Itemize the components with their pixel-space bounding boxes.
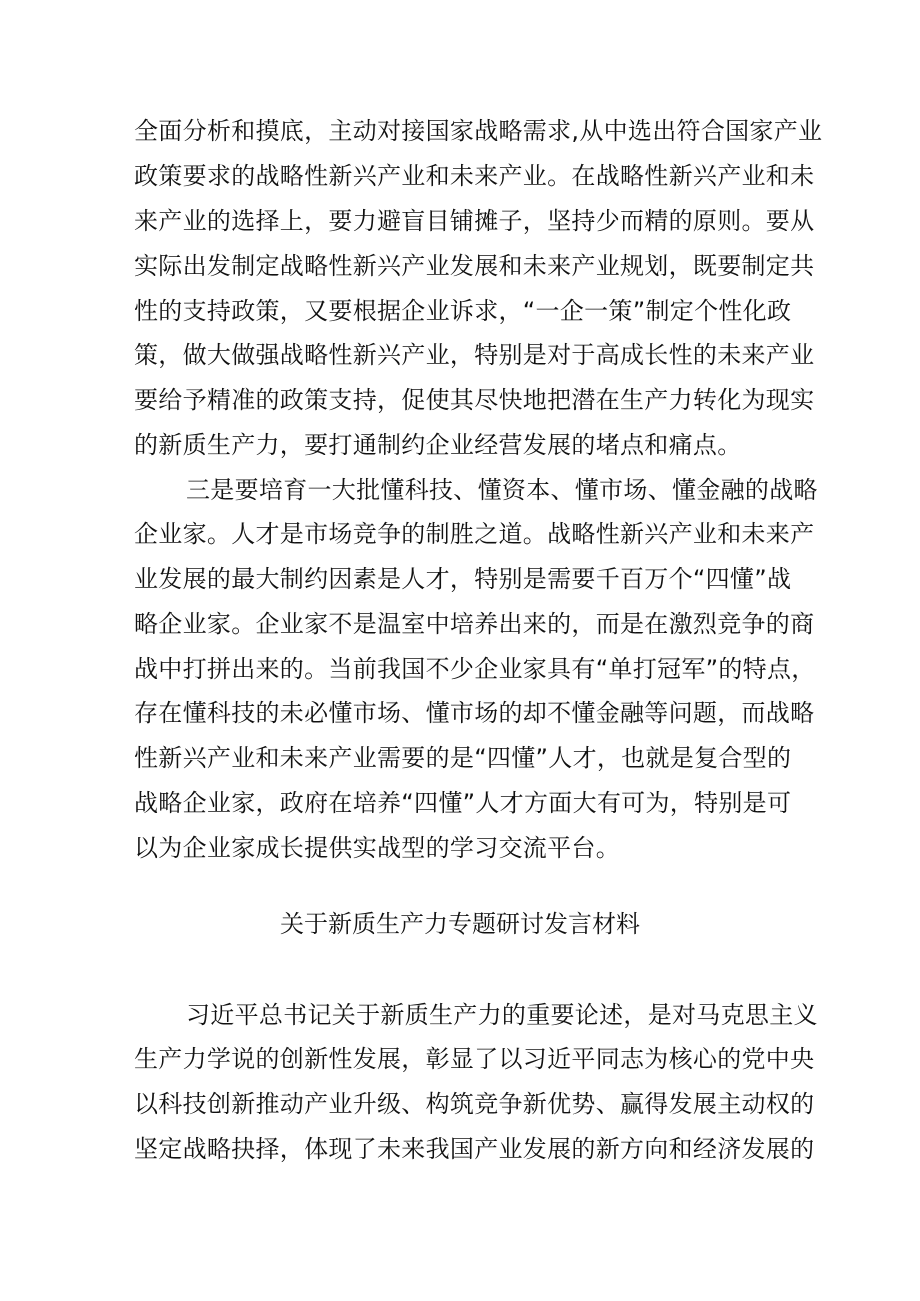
text-line: 战略企业家，政府在培养“四懂”人才方面大有可为，特别是可 — [134, 789, 792, 817]
text-line: 的新质生产力，要打通制约企业经营发展的堵点和痛点。 — [134, 431, 742, 459]
text-line: 策，做大做强战略性新兴产业，特别是对于高成长性的未来产业 — [134, 341, 815, 369]
text-line: 性的支持政策，又要根据企业诉求，“一企一策”制定个性化政 — [134, 297, 792, 325]
section-title: 关于新质生产力专题研讨发言材料 — [280, 910, 640, 938]
text-line: 战中打拼出来的。当前我国不少企业家具有“单打冠军”的特点， — [134, 655, 816, 683]
text-line: 三是要培育一大批懂科技、懂资本、懂市场、懂金融的战略 — [186, 476, 818, 504]
text-line: 业发展的最大制约因素是人才，特别是需要千百万个“四懂”战 — [134, 565, 792, 593]
text-line: 习近平总书记关于新质生产力的重要论述，是对马克思主义 — [186, 1001, 818, 1029]
text-line: 实际出发制定战略性新兴产业发展和未来产业规划，既要制定共 — [134, 252, 815, 280]
text-line: 坚定战略抉择，体现了未来我国产业发展的新方向和经济发展的 — [134, 1135, 815, 1163]
text-line: 性新兴产业和未来产业需要的是“四懂”人才，也就是复合型的 — [134, 744, 792, 772]
text-line: 生产力学说的创新性发展，彰显了以习近平同志为核心的党中央 — [134, 1045, 815, 1073]
text-line: 企业家。人才是市场竞争的制胜之道。战略性新兴产业和未来产 — [134, 520, 815, 548]
text-line: 略企业家。企业家不是温室中培养出来的，而是在激烈竞争的商 — [134, 610, 815, 638]
text-line: 全面分析和摸底，主动对接国家战略需求,从中选出符合国家产业 — [134, 117, 823, 145]
text-line: 以为企业家成长提供实战型的学习交流平台。 — [134, 834, 620, 862]
text-line: 来产业的选择上，要力避盲目铺摊子，坚持少而精的原则。要从 — [134, 207, 815, 235]
text-line: 要给予精准的政策支持，促使其尽快地把潜在生产力转化为现实 — [134, 386, 815, 414]
text-line: 存在懂科技的未必懂市场、懂市场的却不懂金融等问题，而战略 — [134, 699, 815, 727]
text-line: 以科技创新推动产业升级、构筑竞争新优势、赢得发展主动权的 — [134, 1090, 815, 1118]
text-line: 政策要求的战略性新兴产业和未来产业。在战略性新兴产业和未 — [134, 162, 815, 190]
